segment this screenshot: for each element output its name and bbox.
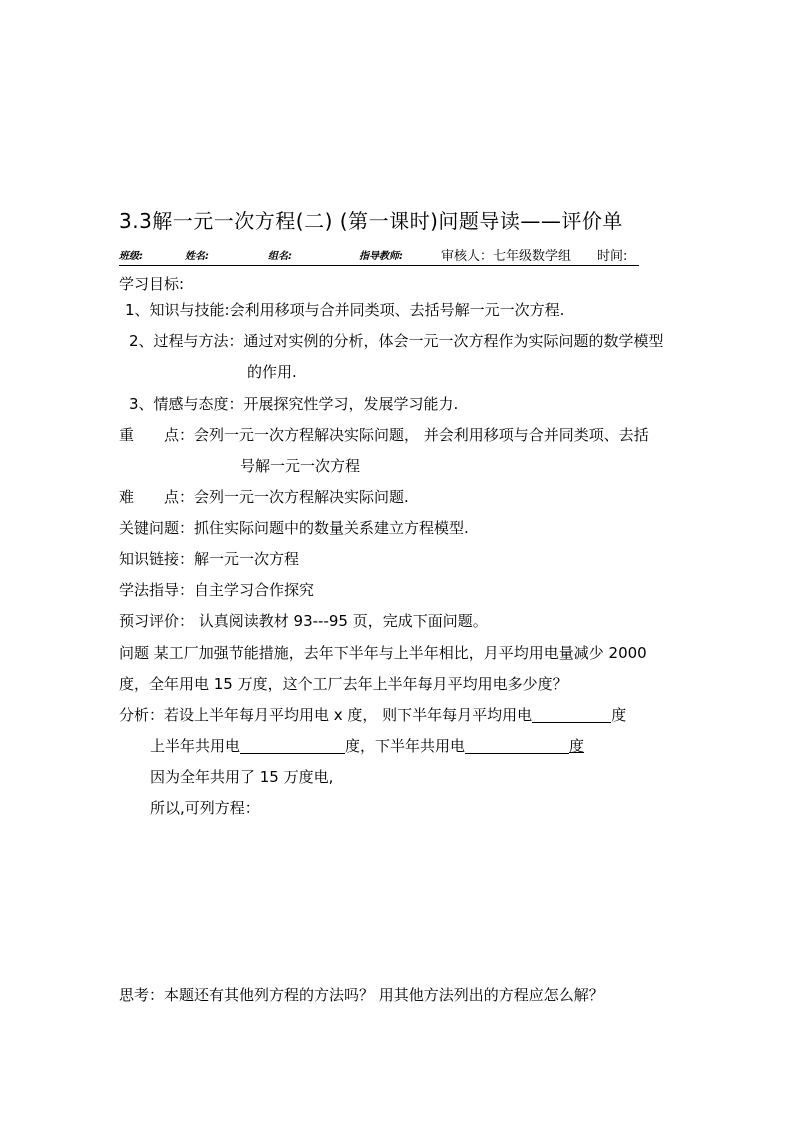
goal-item-2: 2、过程与方法：通过对实例的分析，体会一元一次方程作为实际问题的数学模型 bbox=[129, 332, 664, 350]
group-label: 组名: bbox=[268, 251, 292, 262]
key-question: 关键问题：抓住实际问题中的数量关系建立方程模型. bbox=[119, 519, 469, 537]
goal-item-3: 3、情感与态度：开展探究性学习，发展学习能力. bbox=[129, 395, 459, 413]
analysis-line-2-text: 上半年共用电 bbox=[150, 737, 241, 755]
study-method: 学法指导：自主学习合作探究 bbox=[119, 581, 315, 599]
goal-item-1: 1、知识与技能:会利用移项与合并同类项、去括号解一元一次方程. bbox=[125, 301, 565, 319]
difficulty-label: 难 点： bbox=[119, 488, 195, 506]
analysis-line-1-text: 分析：若设上半年每月平均用电 x 度， 则下半年每月平均用电 bbox=[119, 706, 533, 724]
think-question: 思考：本题还有其他列方程的方法吗？ 用其他方法列出的方程应怎么解？ bbox=[119, 986, 604, 1004]
analysis-line-2-unit: 度 bbox=[569, 737, 585, 755]
difficulty bbox=[119, 487, 409, 507]
key-point-continued: 号解一元一次方程 bbox=[240, 457, 361, 475]
analysis-line-4: 所以,可列方程： bbox=[150, 799, 260, 817]
goals-heading: 学习目标: bbox=[119, 275, 185, 293]
info-bar bbox=[119, 249, 639, 266]
answer-blank-second-half-monthly[interactable] bbox=[532, 706, 611, 723]
analysis-line-1 bbox=[119, 705, 626, 725]
answer-blank-first-half-total[interactable] bbox=[240, 737, 345, 754]
name-label: 姓名: bbox=[185, 251, 209, 262]
problem-line-1: 问题 某工厂加强节能措施，去年下半年与上半年相比，月平均用电量减少 2000 bbox=[119, 644, 647, 662]
key-point-label: 重 点： bbox=[119, 426, 195, 444]
time-label: 时间: bbox=[597, 249, 628, 264]
difficulty-text: 会列一元一次方程解决实际问题. bbox=[194, 488, 409, 506]
analysis-line-1-unit: 度 bbox=[611, 706, 627, 724]
analysis-line-3: 因为全年共用了 15 万度电, bbox=[150, 768, 334, 786]
reviewer-text: 审核人：七年级数学组 bbox=[441, 249, 572, 264]
class-label: 班级: bbox=[119, 251, 143, 262]
problem-line-2: 度，全年用电 15 万度，这个工厂去年上半年每月平均用电多少度？ bbox=[119, 675, 568, 693]
key-point-text: 会列一元一次方程解决实际问题， 并会利用移项与合并同类项、去括 bbox=[194, 426, 649, 444]
analysis-line-2-mid: 度，下半年共用电 bbox=[345, 737, 466, 755]
key-point bbox=[119, 425, 649, 445]
analysis-line-2 bbox=[150, 736, 584, 756]
preview-evaluation: 预习评价： 认真阅读教材 93---95 页，完成下面问题。 bbox=[119, 612, 488, 630]
teacher-label: 指导教师: bbox=[359, 251, 403, 262]
document-title: 3.3解一元一次方程(二) (第一课时)问题导读——评价单 bbox=[119, 209, 623, 233]
knowledge-link: 知识链接：解一元一次方程 bbox=[119, 550, 300, 568]
goal-item-2-continued: 的作用. bbox=[247, 363, 297, 381]
answer-blank-second-half-total[interactable] bbox=[465, 737, 569, 754]
